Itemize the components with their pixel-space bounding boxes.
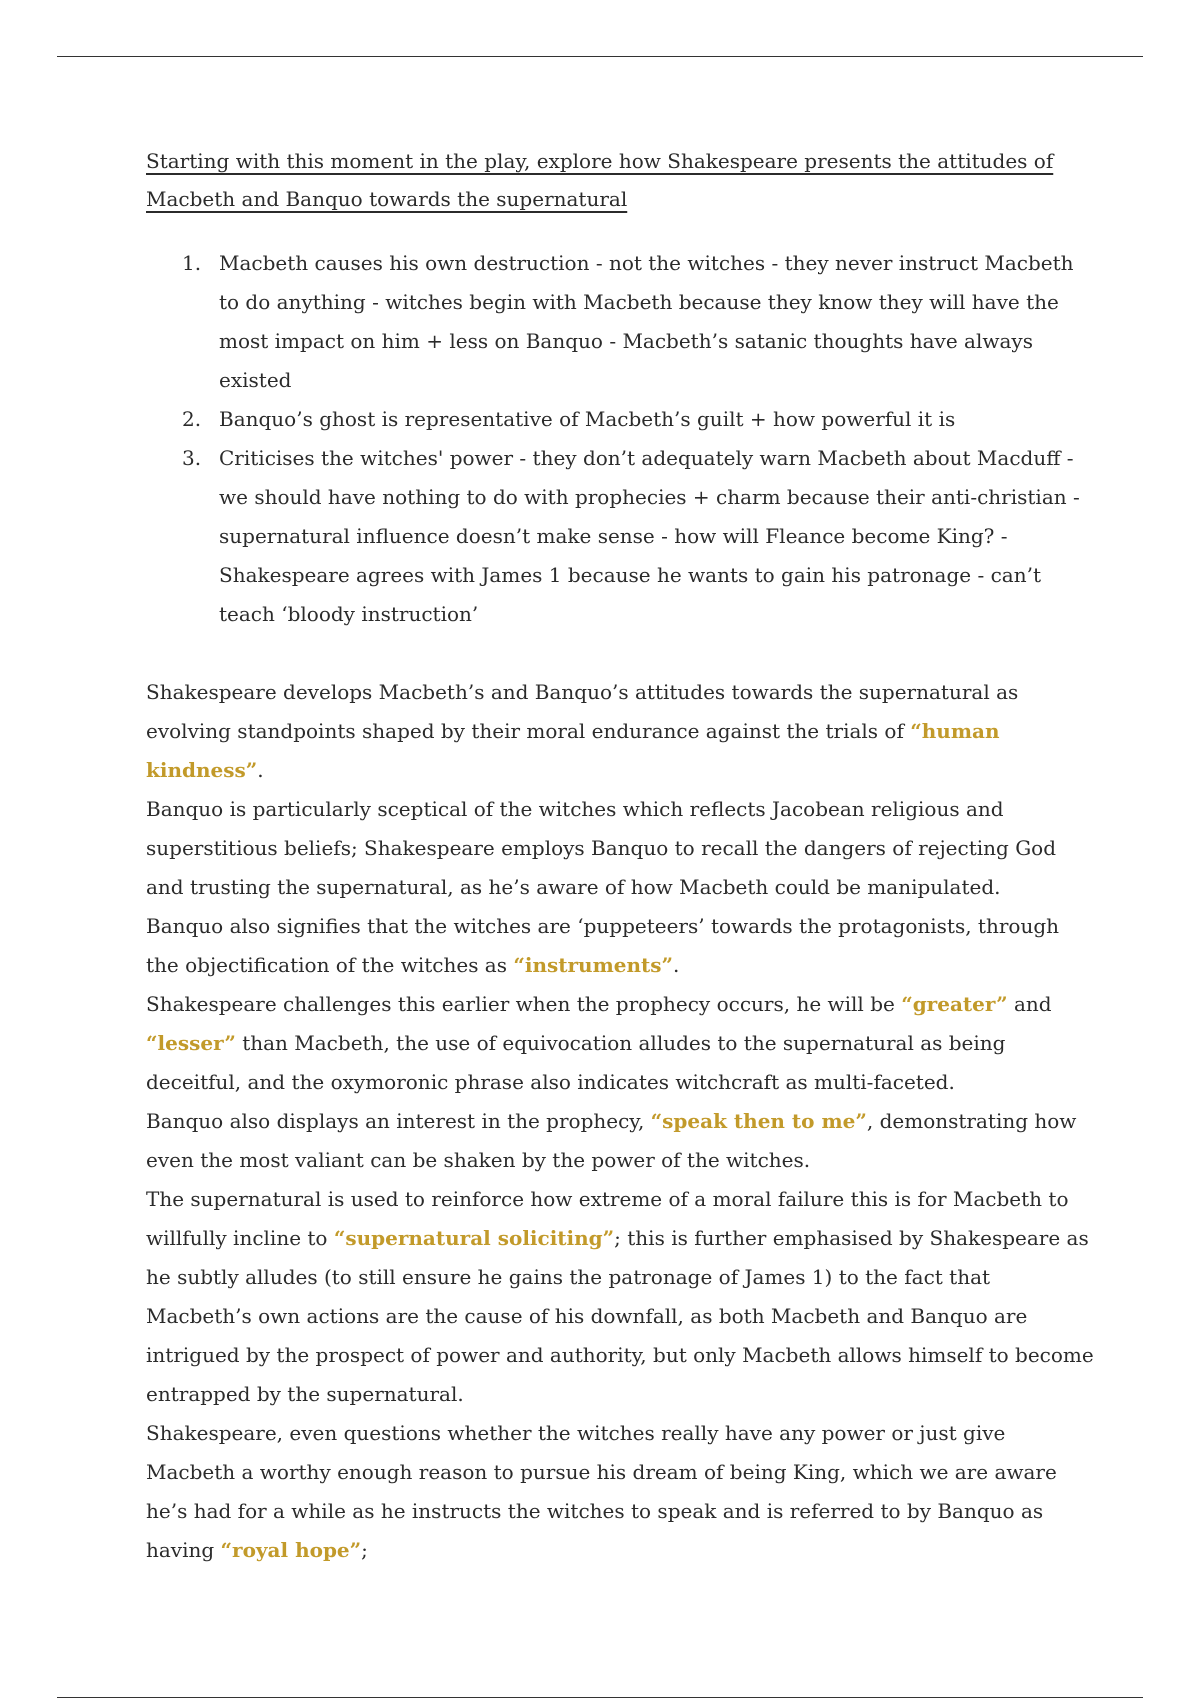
- text-run: The supernatural is used to reinforce how extreme of a moral failure this is for Macbeth to willfully incline to: [146, 1187, 1069, 1250]
- quotation: “instruments”: [513, 953, 674, 977]
- text-run: ;: [361, 1538, 368, 1562]
- list-item-text: Macbeth causes his own destruction - not the witches - they never instruct Macbeth to do anything - witches begin with Macbeth because they know they will have the most impact on him + less on Banquo - Macbeth’s satanic thoughts have always existed: [219, 251, 1074, 392]
- list-item-text: Criticises the witches' power - they don’t adequately warn Macbeth about Macduff - we should have nothing to do with prophecies + charm because their anti-christian - supernatural influence doesn’t make sense - how will Fleance become King? - Shakespeare agrees with James 1 because he wants to gain his patronage - can’t teach ‘bloody instruction’: [219, 446, 1080, 626]
- quotation: “greater”: [901, 992, 1008, 1016]
- text-run: , demonstrating how even the most valiant can be shaken by the power of the witches.: [146, 1109, 1077, 1172]
- paragraph: [146, 1414, 1096, 1570]
- text-run: Shakespeare, even questions whether the witches really have any power or just give Macbeth a worthy enough reason to pursue his dream of being King, which we are aware he’s had for a while as he instructs the witches to speak and is referred to by Banquo as having: [146, 1421, 1057, 1562]
- paragraph: [146, 790, 1096, 907]
- essay-question: [146, 142, 1096, 218]
- essay-question-text: Starting with this moment in the play, explore how Shakespeare presents the attitudes of Macbeth and Banquo towards the supernatural: [146, 149, 1054, 211]
- text-run: Banquo also signifies that the witches are ‘puppeteers’ towards the protagonists, through the objectification of the witches as: [146, 914, 1060, 977]
- text-run: .: [673, 953, 680, 977]
- paragraph: [146, 907, 1096, 985]
- paragraph: [146, 1180, 1096, 1414]
- list-item-number: 1.: [182, 251, 202, 275]
- plan-list: [146, 244, 1096, 634]
- list-item-number: 3.: [182, 446, 202, 470]
- essay-text: [146, 673, 1096, 1570]
- quotation: “lesser”: [146, 1031, 236, 1055]
- list-item: [146, 400, 1094, 439]
- quotation: “speak then to me”: [650, 1109, 867, 1133]
- paragraph: [146, 985, 1096, 1102]
- bottom-rule: [57, 1697, 1143, 1698]
- quotation: “human kindness”: [146, 719, 1000, 782]
- text-run: Shakespeare challenges this earlier when the prophecy occurs, he will be: [146, 992, 902, 1016]
- paragraph: [146, 1102, 1096, 1180]
- quotation: “supernatural soliciting”: [333, 1226, 615, 1250]
- text-run: Banquo is particularly sceptical of the witches which reflects Jacobean religious and superstitious beliefs; Shakespeare employs Banquo to recall the dangers of rejecting God and trusting the supernatural, as he’s aware of how Macbeth could be manipulated.: [146, 797, 1057, 899]
- quotation: “royal hope”: [220, 1538, 362, 1562]
- text-run: .: [257, 758, 264, 782]
- list-item-number: 2.: [182, 407, 202, 431]
- text-run: ; this is further emphasised by Shakespeare as he subtly alludes (to still ensure he gains the patronage of James 1) to the fact that Macbeth’s own actions are the cause of his downfall, as both Macbeth and Banquo are intrigued by the prospect of power and authority, but only Macbeth allows himself to become entrapped by the supernatural.: [146, 1226, 1094, 1406]
- text-run: Shakespeare develops Macbeth’s and Banquo’s attitudes towards the supernatural as evolving standpoints shaped by their moral endurance against the trials of: [146, 680, 1019, 743]
- text-run: than Macbeth, the use of equivocation alludes to the supernatural as being deceitful, and the oxymoronic phrase also indicates witchcraft as multi-faceted.: [146, 1031, 1006, 1094]
- list-item: [146, 439, 1094, 634]
- list-item-text: Banquo’s ghost is representative of Macbeth’s guilt + how powerful it is: [219, 407, 956, 431]
- document-body: [146, 142, 1096, 1570]
- paragraph: [146, 673, 1096, 790]
- list-item: [146, 244, 1094, 400]
- text-run: and: [1007, 992, 1052, 1016]
- top-rule: [57, 56, 1143, 57]
- text-run: Banquo also displays an interest in the prophecy,: [146, 1109, 651, 1133]
